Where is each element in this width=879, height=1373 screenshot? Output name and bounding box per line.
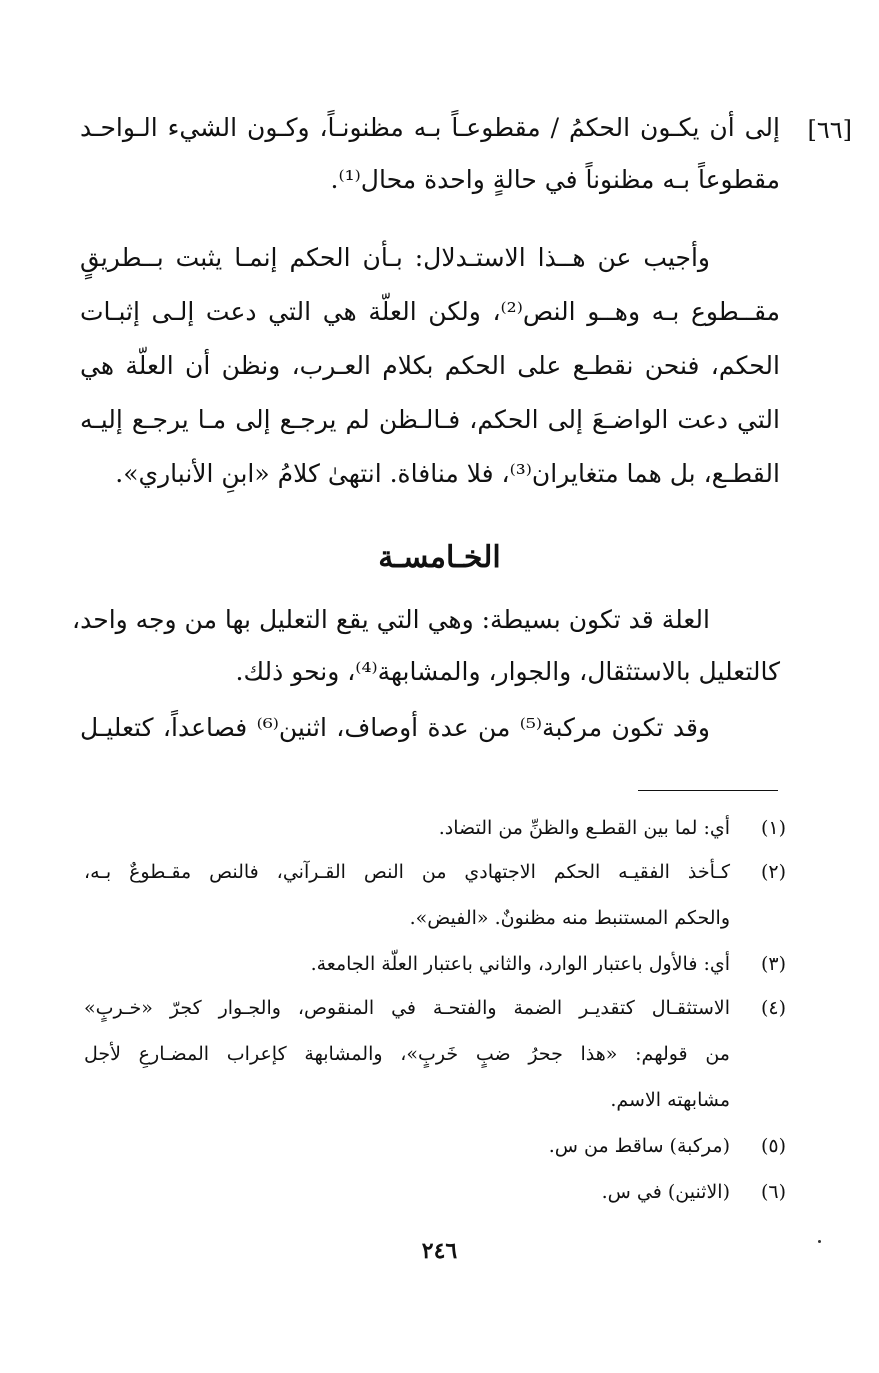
footnote-text: الاستثقـال كتقديـر الضمة والفتحـة في المنقوص، والجـوار كجرّ «خـربٍ» [84, 997, 730, 1019]
paragraph-line: القطـع، بل هما متغايران⁽³⁾، فلا منافاة. انتهىٰ كلامُ «ابنِ الأنباري». [115, 459, 780, 488]
paragraph-line: إلى أن يكـون الحكمُ / مقطوعـاً بـه مظنونـاً، وكـون الشيء الـواحـد [80, 113, 780, 142]
footnote-text: (الاثنين) في س. [601, 1181, 730, 1203]
paragraph-line: مقــطوع بـه وهــو النص⁽²⁾، ولكن العلّة هي التي دعت إلـى إثبـات [80, 297, 780, 326]
footnote-text: (مركبة) ساقط من س. [548, 1135, 730, 1157]
footnote-number: (٤) [760, 997, 786, 1019]
paragraph-line: مقطوعاً بـه مظنوناً في حالةٍ واحدة محال⁽¹⁾. [330, 165, 780, 194]
footnote-text: والحكم المستنبط منه مظنونٌ. «الفيض». [409, 907, 730, 929]
paragraph-line: وقد تكون مركبة⁽⁵⁾ من عدة أوصاف، اثنين⁽⁶⁾ فصاعداً، كتعليـل [80, 713, 710, 742]
page-number: ٢٤٦ [421, 1238, 458, 1264]
footnote-text: من قولهم: «هذا جحرُ ضبٍ خَربٍ»، والمشابهة كإعراب المضـارعِ لأجل [84, 1043, 730, 1065]
footnote-text: كـأخذ الفقيـه الحكم الاجتهادي من النص القـرآني، فالنص مقـطوعٌ بـه، [84, 861, 730, 883]
paragraph-line: التي دعت الواضـعَ إلى الحكم، فـالـظن لم يرجـع إلى مـا يرجـع إليـه [80, 405, 780, 434]
paragraph-line: كالتعليل بالاستثقال، والجوار، والمشابهة⁽⁴⁾، ونحو ذلك. [235, 657, 780, 686]
section-heading: الخـامسـة [378, 540, 501, 575]
paragraph-line: العلة قد تكون بسيطة: وهي التي يقع التعليل بها من وجه واحد، [72, 605, 710, 634]
footnote-text: مشابهته الاسم. [610, 1089, 730, 1111]
footnote-separator [638, 790, 778, 791]
paragraph-line: الحكم، فنحن نقطـع على الحكم بكلام العـرب، ونظن أن العلّة هي [80, 351, 780, 380]
footnote-number: (٣) [760, 953, 786, 975]
footnote-number: (٥) [760, 1135, 786, 1157]
footnote-text: أي: فالأول باعتبار الوارد، والثاني باعتبار العلّة الجامعة. [310, 953, 730, 975]
footnote-number: (٦) [760, 1181, 786, 1203]
scan-speck [818, 1240, 821, 1243]
footnote-number: (١) [760, 817, 786, 839]
margin-page-reference: [٦٦] [807, 116, 852, 144]
paragraph-line: وأجيب عن هــذا الاستـدلال: بـأن الحكم إنمـا يثبت بــطريقٍ [80, 243, 710, 272]
footnote-text: أي: لما بين القطـع والظنِّ من التضاد. [438, 817, 730, 839]
footnote-number: (٢) [760, 861, 786, 883]
